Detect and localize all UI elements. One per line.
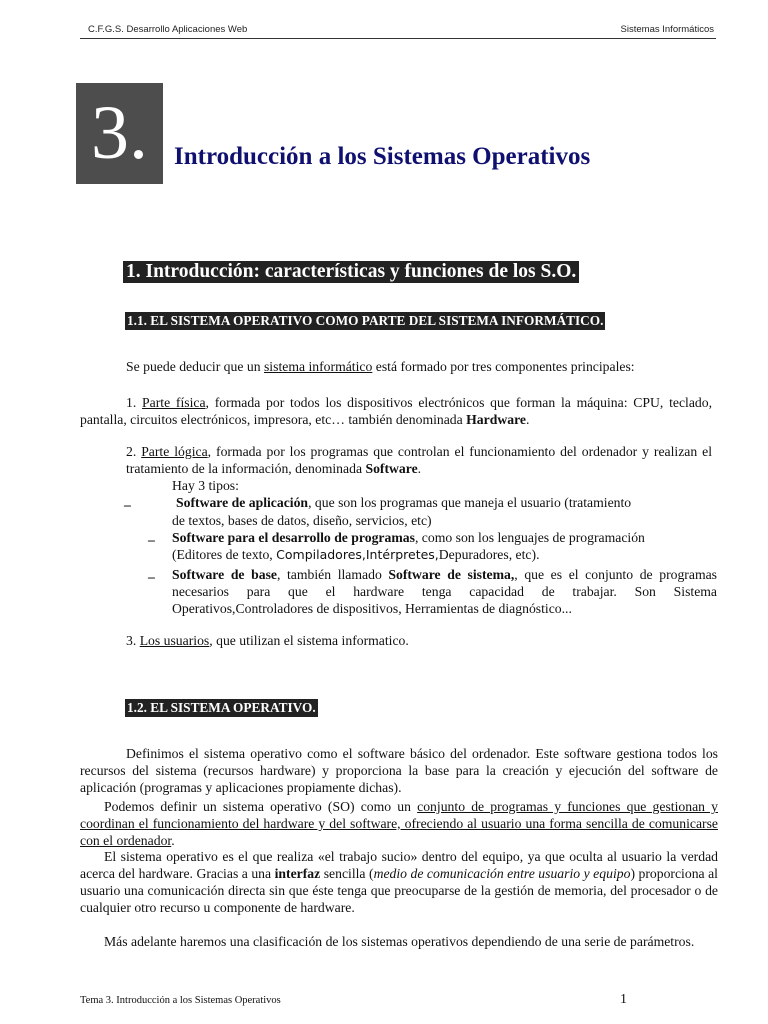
subsection-heading-1-2: 1.2. EL SISTEMA OPERATIVO.	[127, 700, 316, 715]
section-heading: 1. Introducción: características y funciones de los S.O.	[123, 261, 579, 283]
subsection-heading-1-1: 1.1. EL SISTEMA OPERATIVO COMO PARTE DEL SISTEMA INFORMÁTICO.	[127, 313, 604, 328]
term-parte-logica: Parte lógica	[141, 444, 208, 459]
header-course: C.F.G.S. Desarrollo Aplicaciones Web	[88, 24, 248, 35]
component-item-1: 1. Parte física, formada por todos los dispositivos electrónicos que forman la máquina: CPU, teclado, pantalla, circuitos electrónicos, impresora, etc… también denominada Hardware.	[80, 395, 713, 427]
software-base: Software de base, también llamado Software de sistema,, que es el conjunto de programas necesarios para que el hardware tenga capacidad de trabajar. Son Sistema Operativos,Controladores de dispositivos, Herramientas de diagnóstico...	[172, 567, 717, 616]
software-desarrollo-line1: Software para el desarrollo de programas, como son los lenguajes de programación	[172, 530, 645, 545]
chapter-number-box: 3.	[76, 83, 163, 184]
bullet-dash: –	[124, 497, 131, 512]
bullet-dash: –	[148, 569, 155, 584]
term-parte-fisica: Parte física	[142, 395, 206, 410]
software-aplicacion-line2: de textos, bases de datos, diseño, servicios, etc)	[172, 513, 432, 528]
paragraph-clasificacion: Más adelante haremos una clasificación de los sistemas operativos dependiendo de una serie de parámetros.	[104, 934, 695, 949]
term-software: Software	[365, 461, 418, 476]
chapter-title: Introducción a los Sistemas Operativos	[174, 143, 591, 170]
link-sistema-informatico: sistema informático	[263, 359, 373, 374]
paragraph-so-definicion: Podemos definir un sistema operativo (SO) como un conjunto de programas y funciones que gestionan y coordinan el funcionamiento del hardware y del software, ofreciendo al usuario una forma sencilla de comunicarse con el ordenador.	[80, 799, 718, 848]
paragraph-interfaz: El sistema operativo es el que realiza «el trabajo sucio» dentro del equipo, ya que oculta al usuario la verdad acerca del hardware. Gracias a una interfaz sencilla (medio de comunicación entre usuario y equipo) proporciona al usuario una comunicación directa sin que éste tenga que preocuparse de la gestión de memoria, del procesador o de cualquier otro recurso u componente de hardware.	[80, 849, 718, 915]
component-item-2: 2. Parte lógica, formada por los programas que controlan el funcionamiento del ordenador y realizan el tratamiento de la información, denominada Software.	[126, 444, 713, 476]
header-subject: Sistemas Informáticos	[620, 24, 714, 35]
header-divider	[80, 38, 716, 39]
footer-topic: Tema 3. Introducción a los Sistemas Operativos	[80, 995, 281, 1006]
software-desarrollo-line2: (Editores de texto, Compiladores,Intérpretes,Depuradores, etc).	[172, 547, 540, 562]
bullet-dash: –	[148, 532, 155, 547]
software-aplicacion-line1: Software de aplicación, que son los programas que maneja el usuario (tratamiento	[176, 495, 632, 510]
component-item-3: 3. Los usuarios, que utilizan el sistema informatico.	[126, 633, 409, 648]
term-hardware: Hardware	[466, 412, 526, 427]
intro-paragraph: Se puede deducir que un sistema informático está formado por tres componentes principales:	[126, 359, 635, 374]
types-label: Hay 3 tipos:	[172, 478, 239, 493]
page-number: 1	[620, 992, 627, 1007]
term-los-usuarios: Los usuarios	[139, 633, 210, 648]
paragraph-definicion: Definimos el sistema operativo como el software básico del ordenador. Este software gestiona todos los recursos del sistema (recursos hardware) y proporciona la base para la creación y ejecución del software de aplicación (programas y aplicaciones propiamente dichas).	[80, 746, 718, 795]
